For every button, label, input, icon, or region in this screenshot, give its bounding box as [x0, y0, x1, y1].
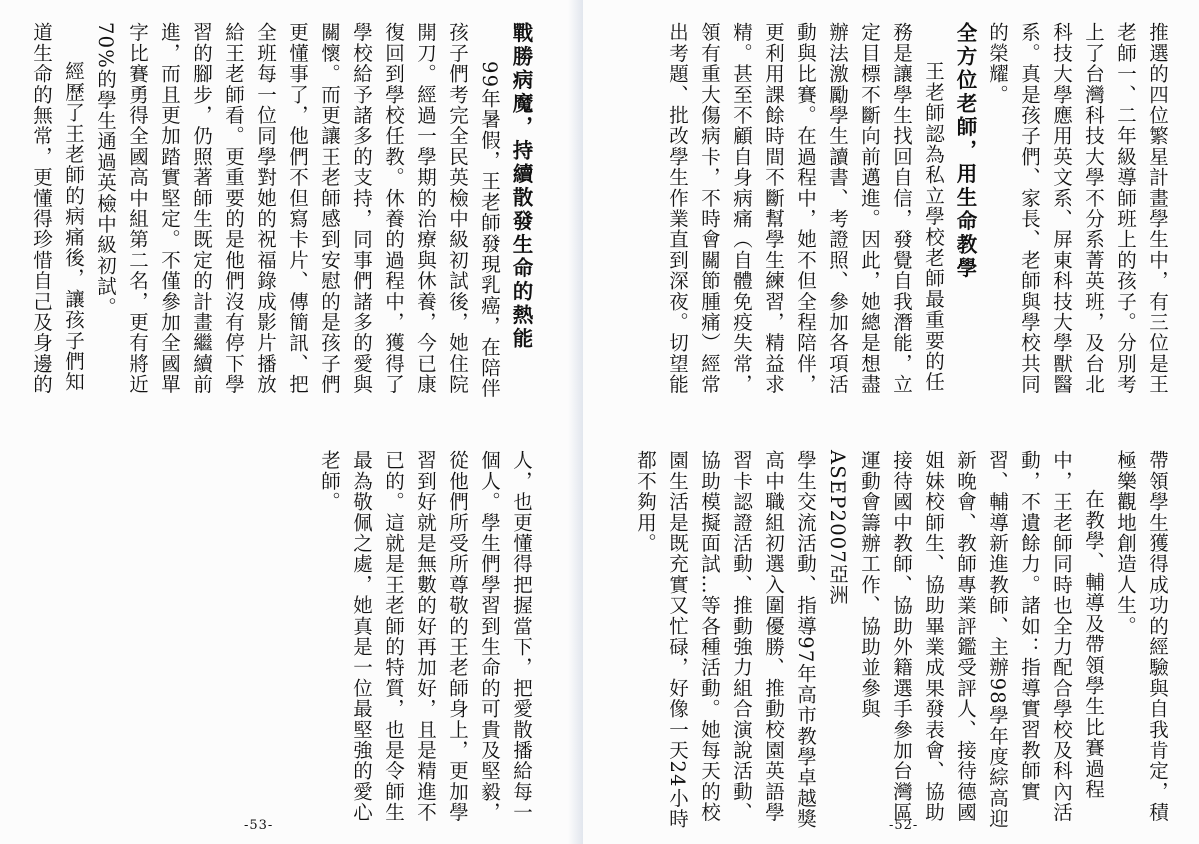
text-line: 新晚會、教師專業評鑑受評人、接待德國	[954, 450, 977, 823]
text-line: 孩子們考完全民英檢中級初試後，她住院	[446, 22, 469, 395]
text-line: 運動會籌辦工作、協助並參與ASEP2007亞洲	[826, 450, 881, 720]
text-line: 給王老師看。更重要的是他們沒有停下學	[222, 22, 245, 395]
text-line: 的榮耀。	[986, 22, 1009, 105]
text-line: 辦法激勵學生讀書、考證照、參加各項活	[826, 22, 849, 395]
text-line: 精。甚至不顧自身病痛（自體免疫失常，	[730, 22, 753, 395]
text-line: 科技大學應用英文系、屏東科技大學獸醫	[1050, 22, 1073, 395]
text-line: 接待國中教師、協助外籍選手參加台灣區	[890, 450, 913, 823]
text-line: 學生交流活動、指導97年高市教學卓越獎	[794, 450, 817, 830]
text-line: 開刀。經過一學期的治療與休養，今已康	[414, 22, 437, 395]
text-line: 更利用課餘時間不斷幫學生練習，精益求	[762, 22, 785, 395]
page-53	[0, 0, 583, 844]
section-heading-right: 全方位老師，用生命教學	[953, 22, 977, 281]
text-line: 出考題、批改學生作業直到深夜。切望能	[666, 22, 689, 395]
text-line: 老師。	[318, 450, 341, 513]
text-line: 經歷了王老師的病痛後，讓孩子們知	[62, 61, 85, 393]
right-bottom-text	[613, 450, 1173, 830]
text-line: 道生命的無常，更懂得珍惜自己及身邊的	[30, 22, 53, 395]
text-line: 上了台灣科技大學不分系菁英班，及台北	[1082, 22, 1105, 395]
text-line: 老師一、二年級導師班上的孩子。分別考	[1114, 22, 1137, 395]
text-line: 關懷。而更讓王老師感到安慰的是孩子們	[318, 22, 341, 395]
text-line: 習的腳步，仍照著師生既定的計畫繼續前	[190, 22, 213, 395]
text-line: 更懂事了，他們不但寫卡片、傳簡訊、把	[286, 22, 309, 395]
text-line: 系。真是孩子們、家長、老師與學校共同	[1018, 22, 1041, 395]
text-line: 動，不遺餘力。諸如：指導實習教師實	[1018, 450, 1041, 802]
text-line: 全班每一位同學對她的祝福錄成影片播放	[254, 22, 277, 395]
text-line: 70%的學生通過英檢中級初試。	[94, 22, 117, 318]
text-line: 最為敬佩之處，她真是一位最堅強的愛心	[350, 450, 373, 823]
page-number-52: -52-	[889, 818, 919, 833]
text-line: 帶領學生獲得成功的經驗與自我肯定，積	[1146, 450, 1169, 823]
text-line: 領有重大傷病卡，不時會關節腫痛）經常	[698, 22, 721, 395]
left-top-text	[7, 22, 537, 417]
text-line: 從他們所受所尊敬的王老師身上，更加學	[446, 450, 469, 823]
text-line: 協助模擬面試…等各種活動。她每天的校	[698, 450, 721, 823]
text-line: 習卡認證活動、推動強力組合演說活動、	[730, 450, 753, 823]
text-line: 定目標不斷向前邁進。因此，她總是想盡	[858, 22, 881, 395]
text-line: 王老師認為私立學校老師最重要的任	[922, 61, 945, 393]
text-line: 已的。這就是王老師的特質，也是令師生	[382, 450, 405, 823]
text-line: 高中職組初選入圍優勝、推動校園英語學	[762, 450, 785, 823]
text-line: 人，也更懂得把握當下，把愛散播給每一	[510, 450, 533, 823]
text-line: 個人。學生們學習到生命的可貴及堅毅，	[478, 450, 501, 823]
text-line: 在教學、輔導及帶領學生比賽過程	[1082, 489, 1105, 800]
text-line: 習到好就是無數的好再加好，且是精進不	[414, 450, 437, 823]
text-line: 99年暑假，王老師發現乳癌，在陪伴	[478, 61, 501, 399]
text-line: 中，王老師同時也全力配合學校及科內活	[1050, 450, 1073, 823]
text-line: 學校給予諸多的支持，同事們諸多的愛與	[350, 22, 373, 395]
text-line: 姐妹校師生、協助畢業成果發表會、協助	[922, 450, 945, 823]
text-line: 都不夠用。	[634, 450, 657, 554]
left-bottom-text	[277, 450, 537, 830]
text-line: 務是讓學生找回自信，發覺自我潛能，立	[890, 22, 913, 395]
text-line: 園生活是既充實又忙碌，好像一天24小時	[666, 450, 689, 830]
page-52	[583, 0, 1199, 844]
text-line: 動與比賽。在過程中，她不但全程陪伴，	[794, 22, 817, 395]
text-line: 習、輔導新進教師、主辦98學年度綜高迎	[986, 450, 1009, 830]
text-line: 極樂觀地創造人生。	[1114, 450, 1137, 637]
page-number-53: -53-	[244, 818, 274, 833]
section-heading-left: 戰勝病魔，持續散發生命的熱能	[509, 22, 533, 351]
text-line: 進，而且更加踏實堅定。不僅參加全國單	[158, 22, 181, 395]
text-line: 推選的四位繁星計畫學生中，有三位是王	[1146, 22, 1169, 395]
text-line: 字比賽勇得全國高中組第二名，更有將近	[126, 22, 149, 395]
right-top-text	[613, 22, 1173, 417]
text-line: 復回到學校任教。休養的過程中，獲得了	[382, 22, 405, 395]
